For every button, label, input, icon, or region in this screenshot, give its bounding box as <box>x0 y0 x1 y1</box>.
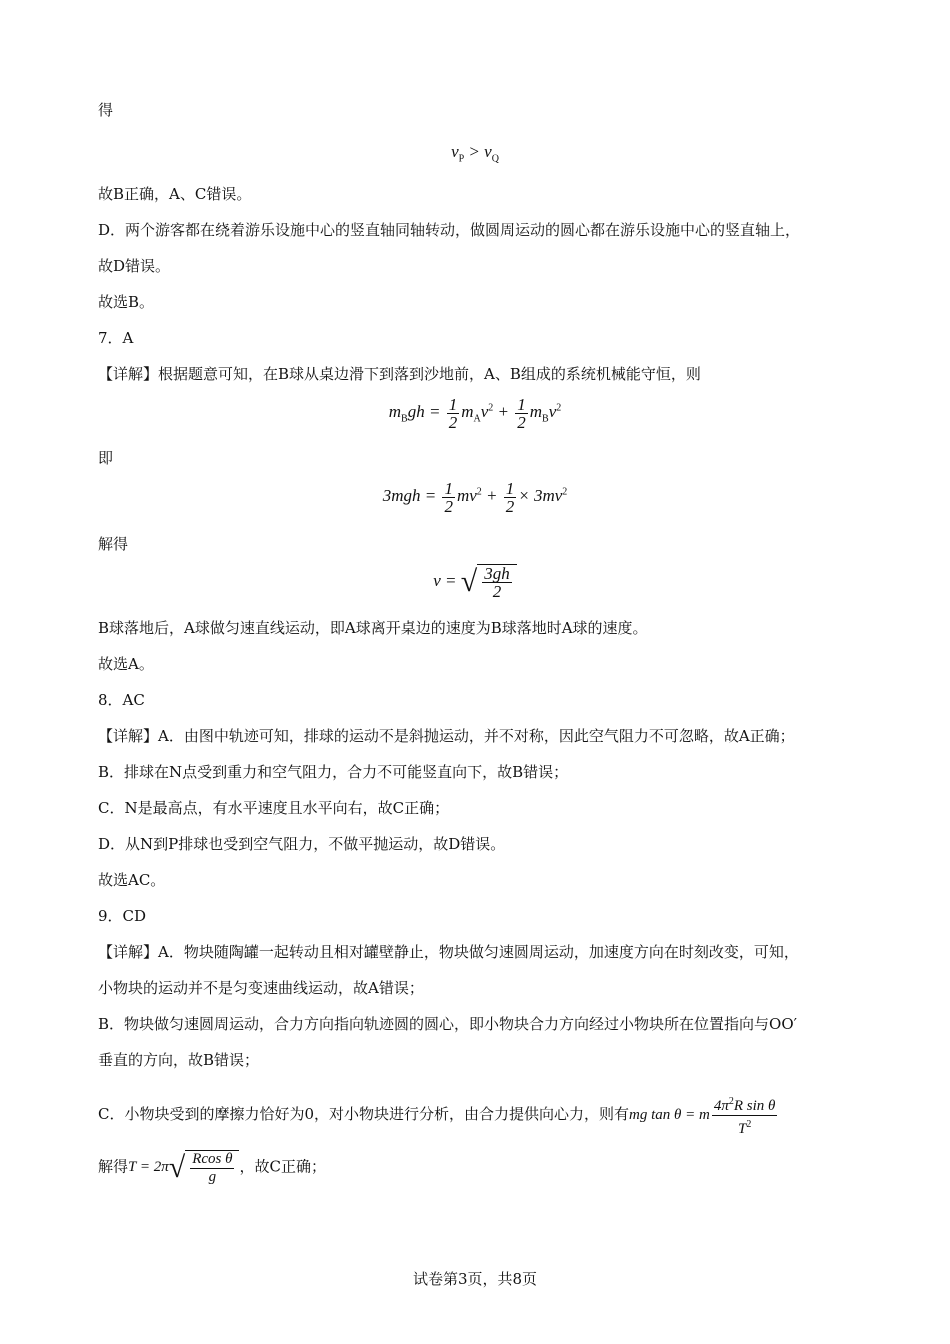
formula-energy-2: 3mgh = $\frac{1}{2}$ $mv^2$ + $\frac{1}{2}$ × $3mv^2$ <box>382 479 568 516</box>
text-line: 即 <box>98 449 114 467</box>
text-segment: ，故C正确； <box>239 1157 326 1176</box>
text-segment: 解得 <box>98 1157 129 1176</box>
text-line: 故选B。 <box>98 293 155 311</box>
text-line: 故选A。 <box>98 655 154 673</box>
question-number: 8．AC <box>98 691 145 709</box>
formula-centripetal: mg tan θ = m $\frac{4\pi^2R \sin \theta}{T^2}$ <box>629 1107 779 1123</box>
text-line: 解得 <box>98 535 129 553</box>
text-line: D．从N到P排球也受到空气阻力，不做平抛运动，故D错误。 <box>98 835 506 853</box>
text-line: 故B正确，A、C错误。 <box>98 185 252 203</box>
text-line: B．物块做匀速圆周运动，合力方向指向轨迹圆的圆心，即小物块合力方向经过小物块所在位置指向与OO′ <box>98 1015 798 1033</box>
text-line: 【详解】根据题意可知，在B球从桌边滑下到落到沙地前，A、B组成的系统机械能守恒，则 <box>98 365 701 383</box>
text-line: D．两个游客都在绕着游乐设施中心的竖直轴同轴转动，做圆周运动的圆心都在游乐设施中心的竖直轴上， <box>98 221 801 239</box>
page-footer: 试卷第3页，共8页 <box>412 1270 538 1288</box>
question-number: 7．A <box>98 329 134 347</box>
text-line: 得 <box>98 101 114 119</box>
formula-period: T = 2π√ $\frac{\text{Rcos θ}}{g}$ <box>128 1159 239 1175</box>
text-line: 故D错误。 <box>98 257 171 275</box>
text-line: C．N是最高点，有水平速度且水平向右，故C正确； <box>98 799 450 817</box>
formula-velocity: v = √ $\frac{3gh}{2}$ <box>0 564 950 600</box>
text-line-with-formula <box>98 1093 779 1138</box>
formula-energy-1: $m_Bgh$ = $\frac{1}{2}$ $m_Av^2$ + $\frac{1}{2}$ $m_Bv^2$ <box>388 395 562 432</box>
text-line: 【详解】A．物块随陶罐一起转动且相对罐壁静止，物块做匀速圆周运动，加速度方向在时刻改变，可知， <box>98 943 799 961</box>
text-line: 小物块的运动并不是匀变速曲线运动，故A错误； <box>98 979 424 997</box>
text-line: B．排球在N点受到重力和空气阻力，合力不可能竖直向下，故B错误； <box>98 763 569 781</box>
text-line: 故选AC。 <box>98 871 166 889</box>
question-number: 9．CD <box>98 907 147 925</box>
formula-vp-vq: $v_P > v_Q$ <box>451 142 499 165</box>
text-segment: C．小物块受到的摩擦力恰好为0，对小物块进行分析，由合力提供向心力，则有 <box>98 1104 630 1123</box>
text-line: B球落地后，A球做匀速直线运动，即A球离开桌边的速度为B球落地时A球的速度。 <box>98 619 648 637</box>
text-line: 垂直的方向，故B错误； <box>98 1051 260 1069</box>
text-line-with-formula <box>98 1150 326 1186</box>
text-line: 【详解】A．由图中轨迹可知，排球的运动不是斜抛运动，并不对称，因此空气阻力不可忽略，故A正确； <box>98 727 795 745</box>
